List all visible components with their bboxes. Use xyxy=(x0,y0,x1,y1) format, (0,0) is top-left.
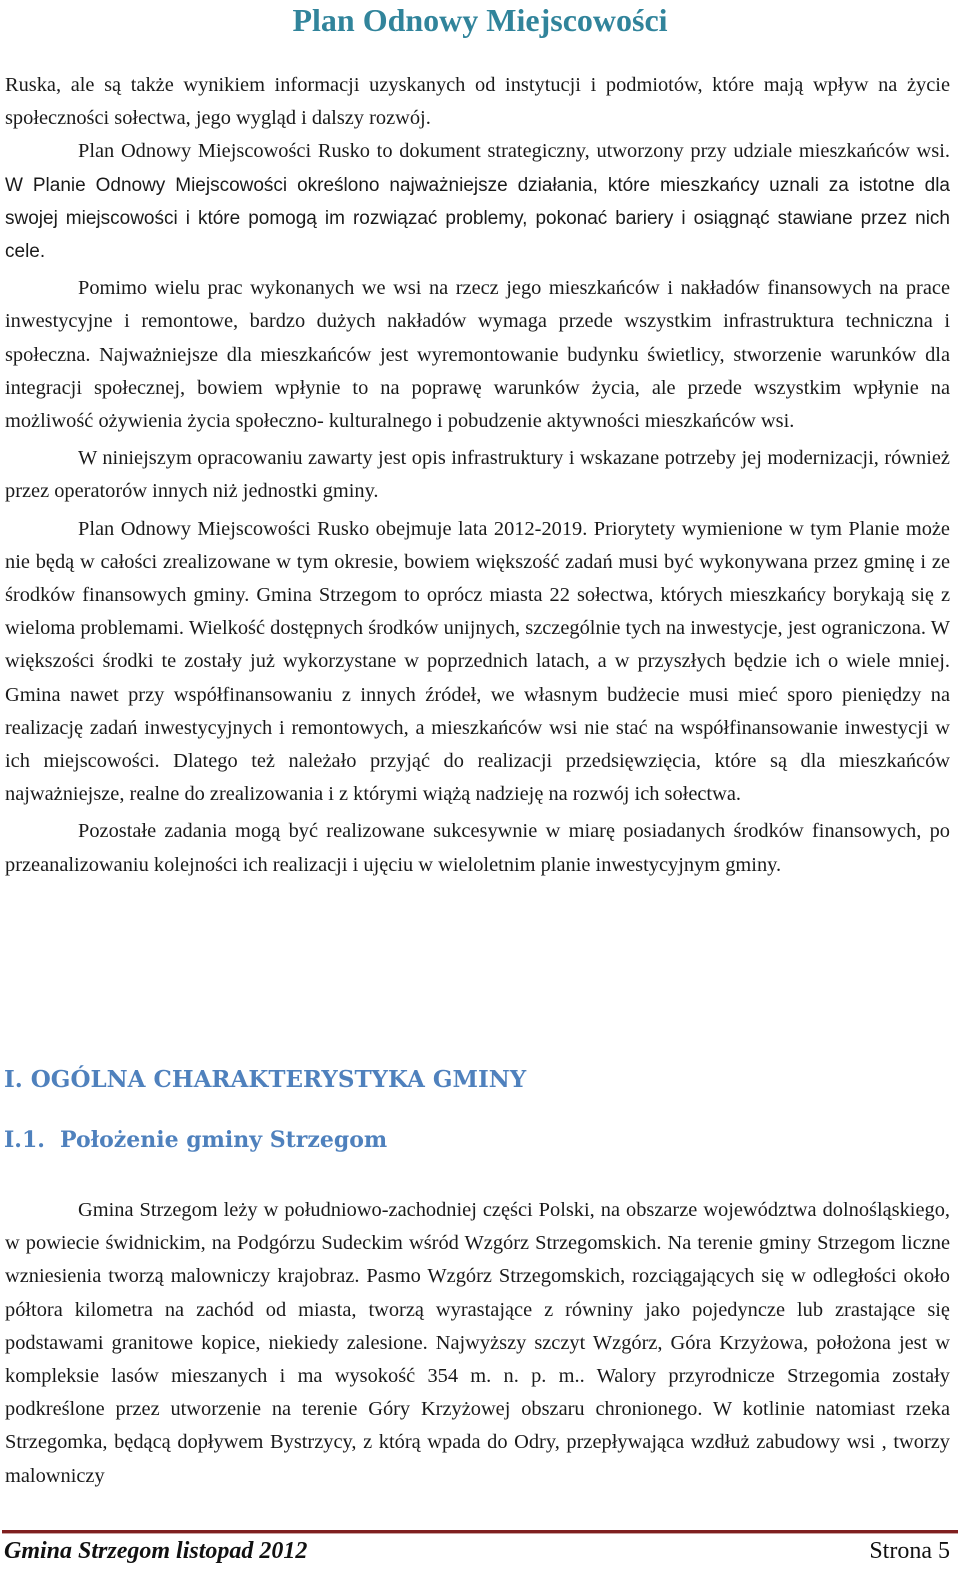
intro-paragraph-5: Plan Odnowy Miejscowości Rusko obejmuje lata 2012-2019. Priorytety wymienione w tym Planie może nie będą w całości zrealizowane w tym okresie, bowiem większość zadań musi być wykonywana przez gminę i ze środków finansowych gminy. Gmina Strzegom to oprócz miasta 22 sołectwa, których mieszkańcy borykają się z wieloma problemami. Wielkość dostępnych środków unijnych, szczególnie tych na inwestycje, jest ograniczona. W większości środki te zostały już wykorzystane w poprzednich latach, a w przyszłych będzie ich o wiele mniej. Gmina nawet przy współfinansowaniu z innych źródeł, we własnym budżecie musi mieć sporo pieniędzy na realizację zadań inwestycyjnych i remontowych, a mieszkańców wsi nie stać na współfinansowanie inwestycji w ich miejscowości. Dlatego też należało przyjąć do realizacji przedsięwzięcia, które są dla mieszkańców najważniejsze, realne do zrealizowania i z którymi wiążą nadzieję na rozwój ich sołectwa. xyxy=(5,517,950,806)
section-number: I.1. xyxy=(4,1127,45,1153)
intro-paragraph-1: Ruska, ale są także wynikiem informacji uzyskanych od instytucji i podmiotów, które mają wpływ na życie społeczności sołectwa, jego wygląd i dalszy rozwój. xyxy=(5,74,950,130)
section-heading-general: I. OGÓLNA CHARAKTERYSTYKA GMINY xyxy=(4,1066,527,1093)
section-title: Położenie gminy Strzegom xyxy=(60,1127,388,1153)
location-section xyxy=(5,1194,950,1493)
intro-section xyxy=(5,69,950,882)
intro-paragraph-2-serif: Plan Odnowy Miejscowości Rusko to dokument strategiczny, utworzony przy udziale mieszkańców wsi. xyxy=(78,140,950,163)
intro-paragraph-4: W niniejszym opracowaniu zawarty jest opis infrastruktury i wskazane potrzeby jej modernizacji, również przez operatorów innych niż jednostki gminy. xyxy=(5,447,950,503)
intro-paragraph-3: Pomimo wielu prac wykonanych we wsi na rzecz jego mieszkańców i nakładów finansowych na prace inwestycyjne i remontowe, bardzo dużych nakładów wymaga przede wszystkim infrastruktura techniczna i społeczna. Najważniejsze dla mieszkańców jest wyremontowanie budynku świetlicy, stworzenie warunków dla integracji społecznej, bowiem wpłynie to na poprawę warunków życia, ale przede wszystkim wpłynie na możliwość ożywienia życia społeczno- kulturalnego i pobudzenie aktywności mieszkańców wsi. xyxy=(5,277,950,433)
page-number: Strona 5 xyxy=(869,1538,950,1564)
section-heading-location xyxy=(4,1127,387,1153)
intro-paragraph-2 xyxy=(5,135,950,268)
footer-title: Gmina Strzegom listopad 2012 xyxy=(4,1538,308,1564)
footer-divider xyxy=(2,1530,958,1534)
intro-paragraph-2-sans: W Planie Odnowy Miejscowości określono najważniejsze działania, które mieszkańcy uznali za istotne dla swojej miejscowości i które pomogą im rozwiązać problemy, pokonać bariery i osiągnąć stawiane przez nich cele. xyxy=(5,174,950,263)
page-title: Plan Odnowy Miejscowości xyxy=(292,2,668,38)
location-paragraph-1: Gmina Strzegom leży w południowo-zachodniej części Polski, na obszarze województwa dolnośląskiego, w powiecie świdnickim, na Podgórzu Sudeckim wśród Wzgórz Strzegomskich. Na terenie gminy Strzegom liczne wzniesienia tworzą malowniczy krajobraz. Pasmo Wzgórz Strzegomskich, rozciągających się w odległości około półtora kilometra na zachód od miasta, tworzą wyrastające z równiny jako pojedyncze lub zrastające się podstawami granitowe kopice, niekiedy zalesione. Najwyższy szczyt Wzgórz, Góra Krzyżowa, położona jest w kompleksie lasów mieszanych i ma wysokość 354 m. n. p. m.. Walory przyrodnicze Strzegomia zostały podkreślone przez utworzenie na terenie Góry Krzyżowej obszaru chronionego. W kotlinie natomiast rzeka Strzegomka, będącą dopływem Bystrzycy, z którą wpada do Odry, przepływająca wzdłuż zabudowy wsi , tworzy malowniczy xyxy=(5,1199,950,1487)
intro-paragraph-6: Pozostałe zadania mogą być realizowane sukcesywnie w miarę posiadanych środków finansowych, po przeanalizowaniu kolejności ich realizacji i ujęciu w wieloletnim planie inwestycyjnym gminy. xyxy=(5,820,950,876)
